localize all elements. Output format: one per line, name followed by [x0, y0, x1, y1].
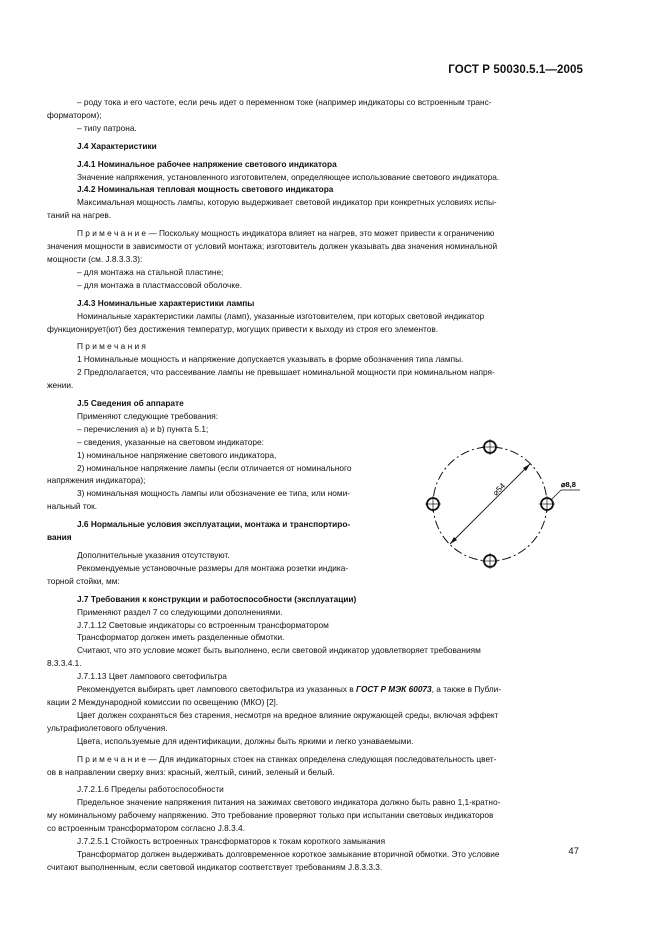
notes-heading: П р и м е ч а н и я — [77, 341, 146, 352]
section-heading: J.4 Характеристики — [77, 140, 157, 151]
text-line: Предельное значение напряжения питания на зажимах светового индикатора должно быть равно 1,1-кратно- — [77, 797, 501, 808]
subsection-title: J.7.1.12 Световые индикаторы со встроенным трансформатором — [77, 619, 329, 630]
mounting-hole-top — [482, 439, 498, 455]
page-number: 47 — [568, 846, 579, 857]
section-heading-cont: вания — [47, 532, 72, 543]
text-line: напряжения индикатора); — [47, 475, 146, 486]
diameter-label: ⌀54 — [491, 481, 508, 498]
text-line: Рекомендуемые установочные размеры для монтажа розетки индика- — [77, 562, 349, 573]
text-line: нальный ток. — [47, 501, 98, 512]
note-text: П р и м е ч а н и е — Для индикаторных стоек на станках определена следующая последовательность цвет- — [77, 753, 497, 764]
diameter-dimension-line — [450, 464, 530, 544]
note-text: 2 Предполагается, что рассеивание лампы не превышает номинальной мощности при номинальном напря- — [77, 367, 495, 378]
text-line: форматором); — [47, 109, 102, 120]
section-heading: J.7 Требования к конструкции и работоспособности (эксплуатации) — [77, 593, 357, 604]
note-text: ов в направлении сверху вниз: красный, желтый, синий, зеленый и белый. — [47, 766, 335, 777]
text-line: Значение напряжения, установленного изготовителем, определяющее использование светового индикатора. — [77, 171, 500, 182]
text-line: ультрафиолетового облучения. — [47, 722, 168, 733]
subsection-title: J.7.1.13 Цвет лампового светофильтра — [77, 671, 227, 682]
standard-reference: ГОСТ Р МЭК 60073 — [355, 684, 432, 695]
text-line: Применяют следующие требования: — [77, 410, 219, 421]
subsection-heading: J.4.2 Номинальная тепловая мощность светового индикатора — [77, 184, 334, 195]
note-text: 1 Номинальные мощность и напряжение допускается указывать в форме обозначения типа лампы. — [77, 354, 464, 365]
hole-leader-line — [551, 490, 561, 500]
text-line — [47, 683, 581, 696]
note-text: жении. — [47, 380, 74, 391]
text-run: Рекомендуется выбирать цвет лампового светофильтра из указанных в — [77, 684, 356, 695]
text-line: Трансформатор должен выдерживать долговременное короткое замыкание вторичной обмотки. Это условие — [77, 848, 500, 859]
text-line: кации 2 Международной комиссии по освещению (МКО) [2]. — [47, 696, 279, 707]
text-line: – сведения, указанные на световом индикаторе: — [77, 436, 264, 447]
text-line: 8.3.3.4.1. — [47, 658, 82, 669]
section-heading: J.6 Нормальные условия эксплуатации, монтажа и транспортиро- — [77, 519, 351, 530]
text-line: считают выполненным, если световой индикатор соответствует требованиям J.8.3.3.3. — [47, 861, 383, 872]
text-line: 1) номинальное напряжение светового индикатора, — [77, 449, 277, 460]
subsection-heading: J.4.1 Номинальное рабочее напряжение светового индикатора — [77, 158, 337, 169]
note-text: – для монтажа на стальной пластине; — [77, 266, 224, 277]
text-line: Считают, что это условие может быть выполнено, если световой индикатор удовлетворяет требованиям — [77, 645, 481, 656]
standard-code-header: ГОСТ Р 50030.5.1—2005 — [448, 64, 583, 76]
text-line: со встроенным трансформатором согласно J.8.3.4. — [47, 823, 245, 834]
note-text: П р и м е ч а н и е — Поскольку мощность индикатора влияет на нагрев, это может привести к ограничению — [77, 228, 495, 239]
hole-diameter-label: ⌀8,8 — [561, 480, 576, 489]
note-text: значения мощности в зависимости от условий монтажа; изготовитель должен указывать два значения номинальной — [47, 241, 498, 252]
text-line: функционирует(ют) без достижения температур, могущих привести к выходу из строя его элементов. — [47, 323, 439, 334]
subsection-title: J.7.2.1.6 Пределы работоспособности — [77, 784, 224, 795]
text-line: Цвет должен сохраняться без старения, несмотря на вредное влияние окружающей среды, включая эффект — [77, 709, 499, 720]
text-line: 3) номинальная мощность лампы или обозначение ее типа, или номи- — [77, 488, 351, 499]
text-line: Номинальные характеристики лампы (ламп), указанные изготовителем, при которых световой индикатор — [77, 310, 485, 321]
text-line: Трансформатор должен иметь разделенные обмотки. — [77, 632, 285, 643]
note-text: – для монтажа в пластмассовой оболочке. — [77, 279, 243, 290]
text-line: – роду тока и его частоте, если речь идет о переменном токе (например индикаторы со встроенным транс- — [77, 97, 492, 107]
text-line: торной стойки, мм: — [47, 575, 120, 586]
text-line: Цвета, используемые для идентификации, должны быть яркими и легко узнаваемыми. — [77, 735, 414, 746]
text-line: Применяют раздел 7 со следующими дополнениями. — [77, 606, 283, 617]
text-run: , а также в Публи- — [431, 684, 502, 695]
note-text: мощности (см. J.8.3.3.3): — [47, 253, 143, 264]
text-line: 2) номинальное напряжение лампы (если отличается от номинального — [77, 462, 352, 473]
mounting-dimensions-drawing — [420, 434, 590, 569]
text-line: му номинальному рабочему напряжению. Это требование проверяют только при испытании световых индикаторов — [47, 810, 494, 821]
text-line: Максимальная мощность лампы, которую выдерживает световой индикатор при конкретных условиях испы- — [77, 197, 497, 208]
text-line: – типу патрона. — [77, 122, 137, 133]
text-line: – перечисления a) и b) пункта 5.1; — [77, 423, 209, 434]
mounting-hole-bottom — [482, 553, 498, 569]
mounting-hole-left — [425, 496, 441, 512]
text-line: Дополнительные указания отсутствуют. — [77, 550, 230, 560]
text-line: таний на нагрев. — [47, 210, 112, 221]
subsection-title: J.7.2.5.1 Стойкость встроенных трансформаторов к токам короткого замыкания — [77, 836, 386, 847]
section-heading: J.5 Сведения об аппарате — [77, 398, 184, 409]
subsection-heading: J.4.3 Номинальные характеристики лампы — [77, 297, 255, 308]
